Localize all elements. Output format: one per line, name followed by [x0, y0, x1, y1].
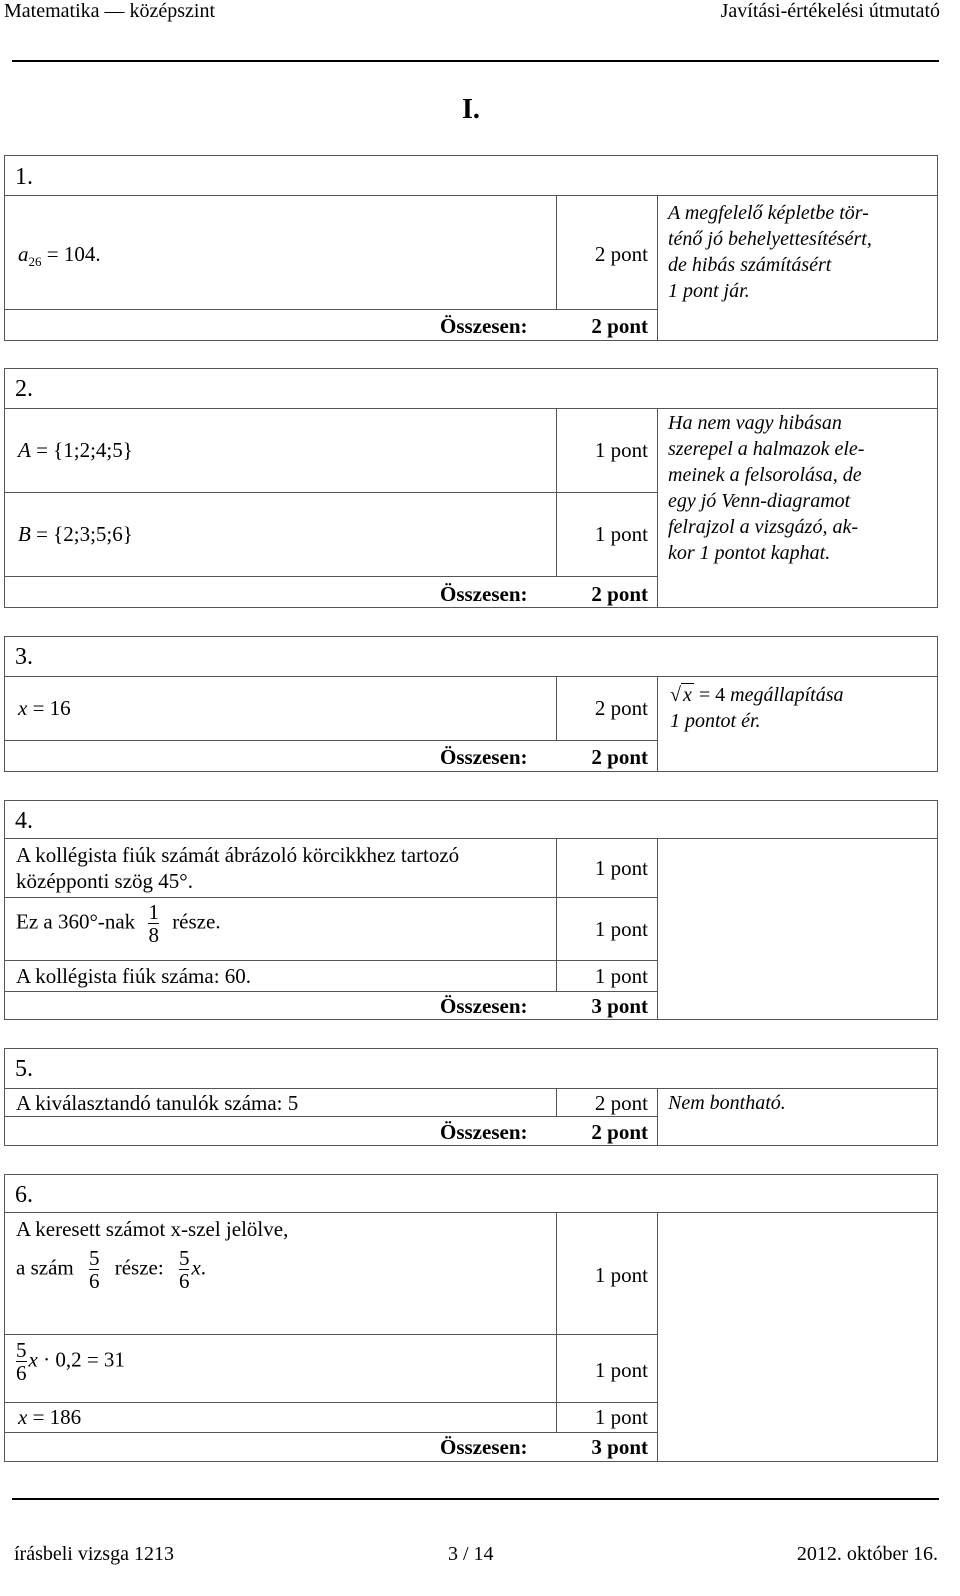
task-6-total-label: Összesen:: [440, 1435, 528, 1459]
task-4-fraction: $\frac{1}{8}$: [148, 900, 159, 947]
task-5-number: 5.: [15, 1056, 33, 1082]
task-5-note: Nem bontható.: [668, 1092, 786, 1114]
task-4-points-2: 1 pont: [594, 917, 648, 941]
header-guide-title: Javítási-értékelési útmutató: [720, 0, 940, 22]
task-6-line-2: a szám $\frac{5}{6}$ része: $\frac{5}{6}$ x.: [16, 1246, 207, 1293]
task-1-total-label: Összesen:: [440, 314, 528, 338]
task-3-solution: x = 16: [18, 696, 71, 720]
task-6-line-3: $\frac{5}{6}$ x · 0,2 = 31: [16, 1338, 125, 1385]
task-2-points-b: 1 pont: [594, 522, 648, 546]
task-4-points-1: 1 pont: [594, 856, 648, 880]
task-4-number: 4.: [15, 808, 33, 834]
footer-date: 2012. október 16.: [796, 1543, 938, 1565]
task-5-points: 2 pont: [594, 1091, 648, 1115]
task-1-number: 1.: [15, 164, 33, 190]
section-title: I.: [462, 94, 480, 125]
task-6-points-3: 1 pont: [594, 1405, 648, 1429]
task-6-points-1: 1 pont: [594, 1263, 648, 1287]
task-3-number: 3.: [15, 644, 33, 670]
task-3-total-label: Összesen:: [440, 745, 528, 769]
task-4-line-3: A kollégista fiúk száma: 60.: [16, 964, 252, 988]
task-2-note: Ha nem vagy hibásan szerepel a halmazok ele- meinek a felsorolása, de egy jó Venn-diagramot felrajzol a vizsgázó, ak- kor 1 pontot kaphat.: [668, 412, 865, 564]
task-2-total: 2 pont: [591, 582, 648, 606]
task-5-total-label: Összesen:: [440, 1120, 528, 1144]
task-1-points: 2 pont: [594, 242, 648, 266]
task-4-line-1b: középponti szög 45°.: [16, 869, 193, 893]
task-1-solution: $a_{26} = 104$.: [18, 242, 101, 270]
task-3-points: 2 pont: [594, 696, 648, 720]
task-4-total: 3 pont: [591, 994, 648, 1018]
task-4-line-2: Ez a 360°-nak $\frac{1}{8}$ része.: [16, 900, 221, 947]
task-4-points-3: 1 pont: [594, 964, 648, 988]
task-2-points-a: 1 pont: [594, 438, 648, 462]
task-6-total: 3 pont: [591, 1435, 648, 1459]
footer-exam-code: írásbeli vizsga 1213: [14, 1543, 174, 1565]
task-4-total-label: Összesen:: [440, 994, 528, 1018]
task-3-total: 2 pont: [591, 745, 648, 769]
header-rule: [12, 60, 939, 62]
task-3-note: √ x = 4 megállapítása 1 pontot ér.: [670, 684, 844, 732]
footer-page-number: 3 / 14: [448, 1543, 494, 1565]
task-4-line-1a: A kollégista fiúk számát ábrázoló körcikkhez tartozó: [16, 843, 460, 867]
header-subject: Matematika — középszint: [4, 0, 216, 22]
task-6-points-2: 1 pont: [594, 1358, 648, 1382]
task-5-solution: A kiválasztandó tanulók száma: 5: [16, 1091, 299, 1115]
task-1-note: A megfelelő képletbe tör- ténő jó behelyettesítésért, de hibás számításért 1 pont jár.: [668, 202, 872, 302]
task-2-set-a: A = {1;2;4;5}: [18, 438, 133, 462]
task-6-number: 6.: [15, 1182, 33, 1208]
task-2-number: 2.: [15, 376, 33, 402]
footer-rule: [12, 1498, 939, 1500]
task-2-total-label: Összesen:: [440, 582, 528, 606]
task-2-set-b: B = {2;3;5;6}: [18, 522, 133, 546]
task-1-total: 2 pont: [591, 314, 648, 338]
task-5-total: 2 pont: [591, 1120, 648, 1144]
task-6-line-4: x = 186: [18, 1405, 82, 1429]
task-6-line-1: A keresett számot x-szel jelölve,: [16, 1217, 289, 1241]
